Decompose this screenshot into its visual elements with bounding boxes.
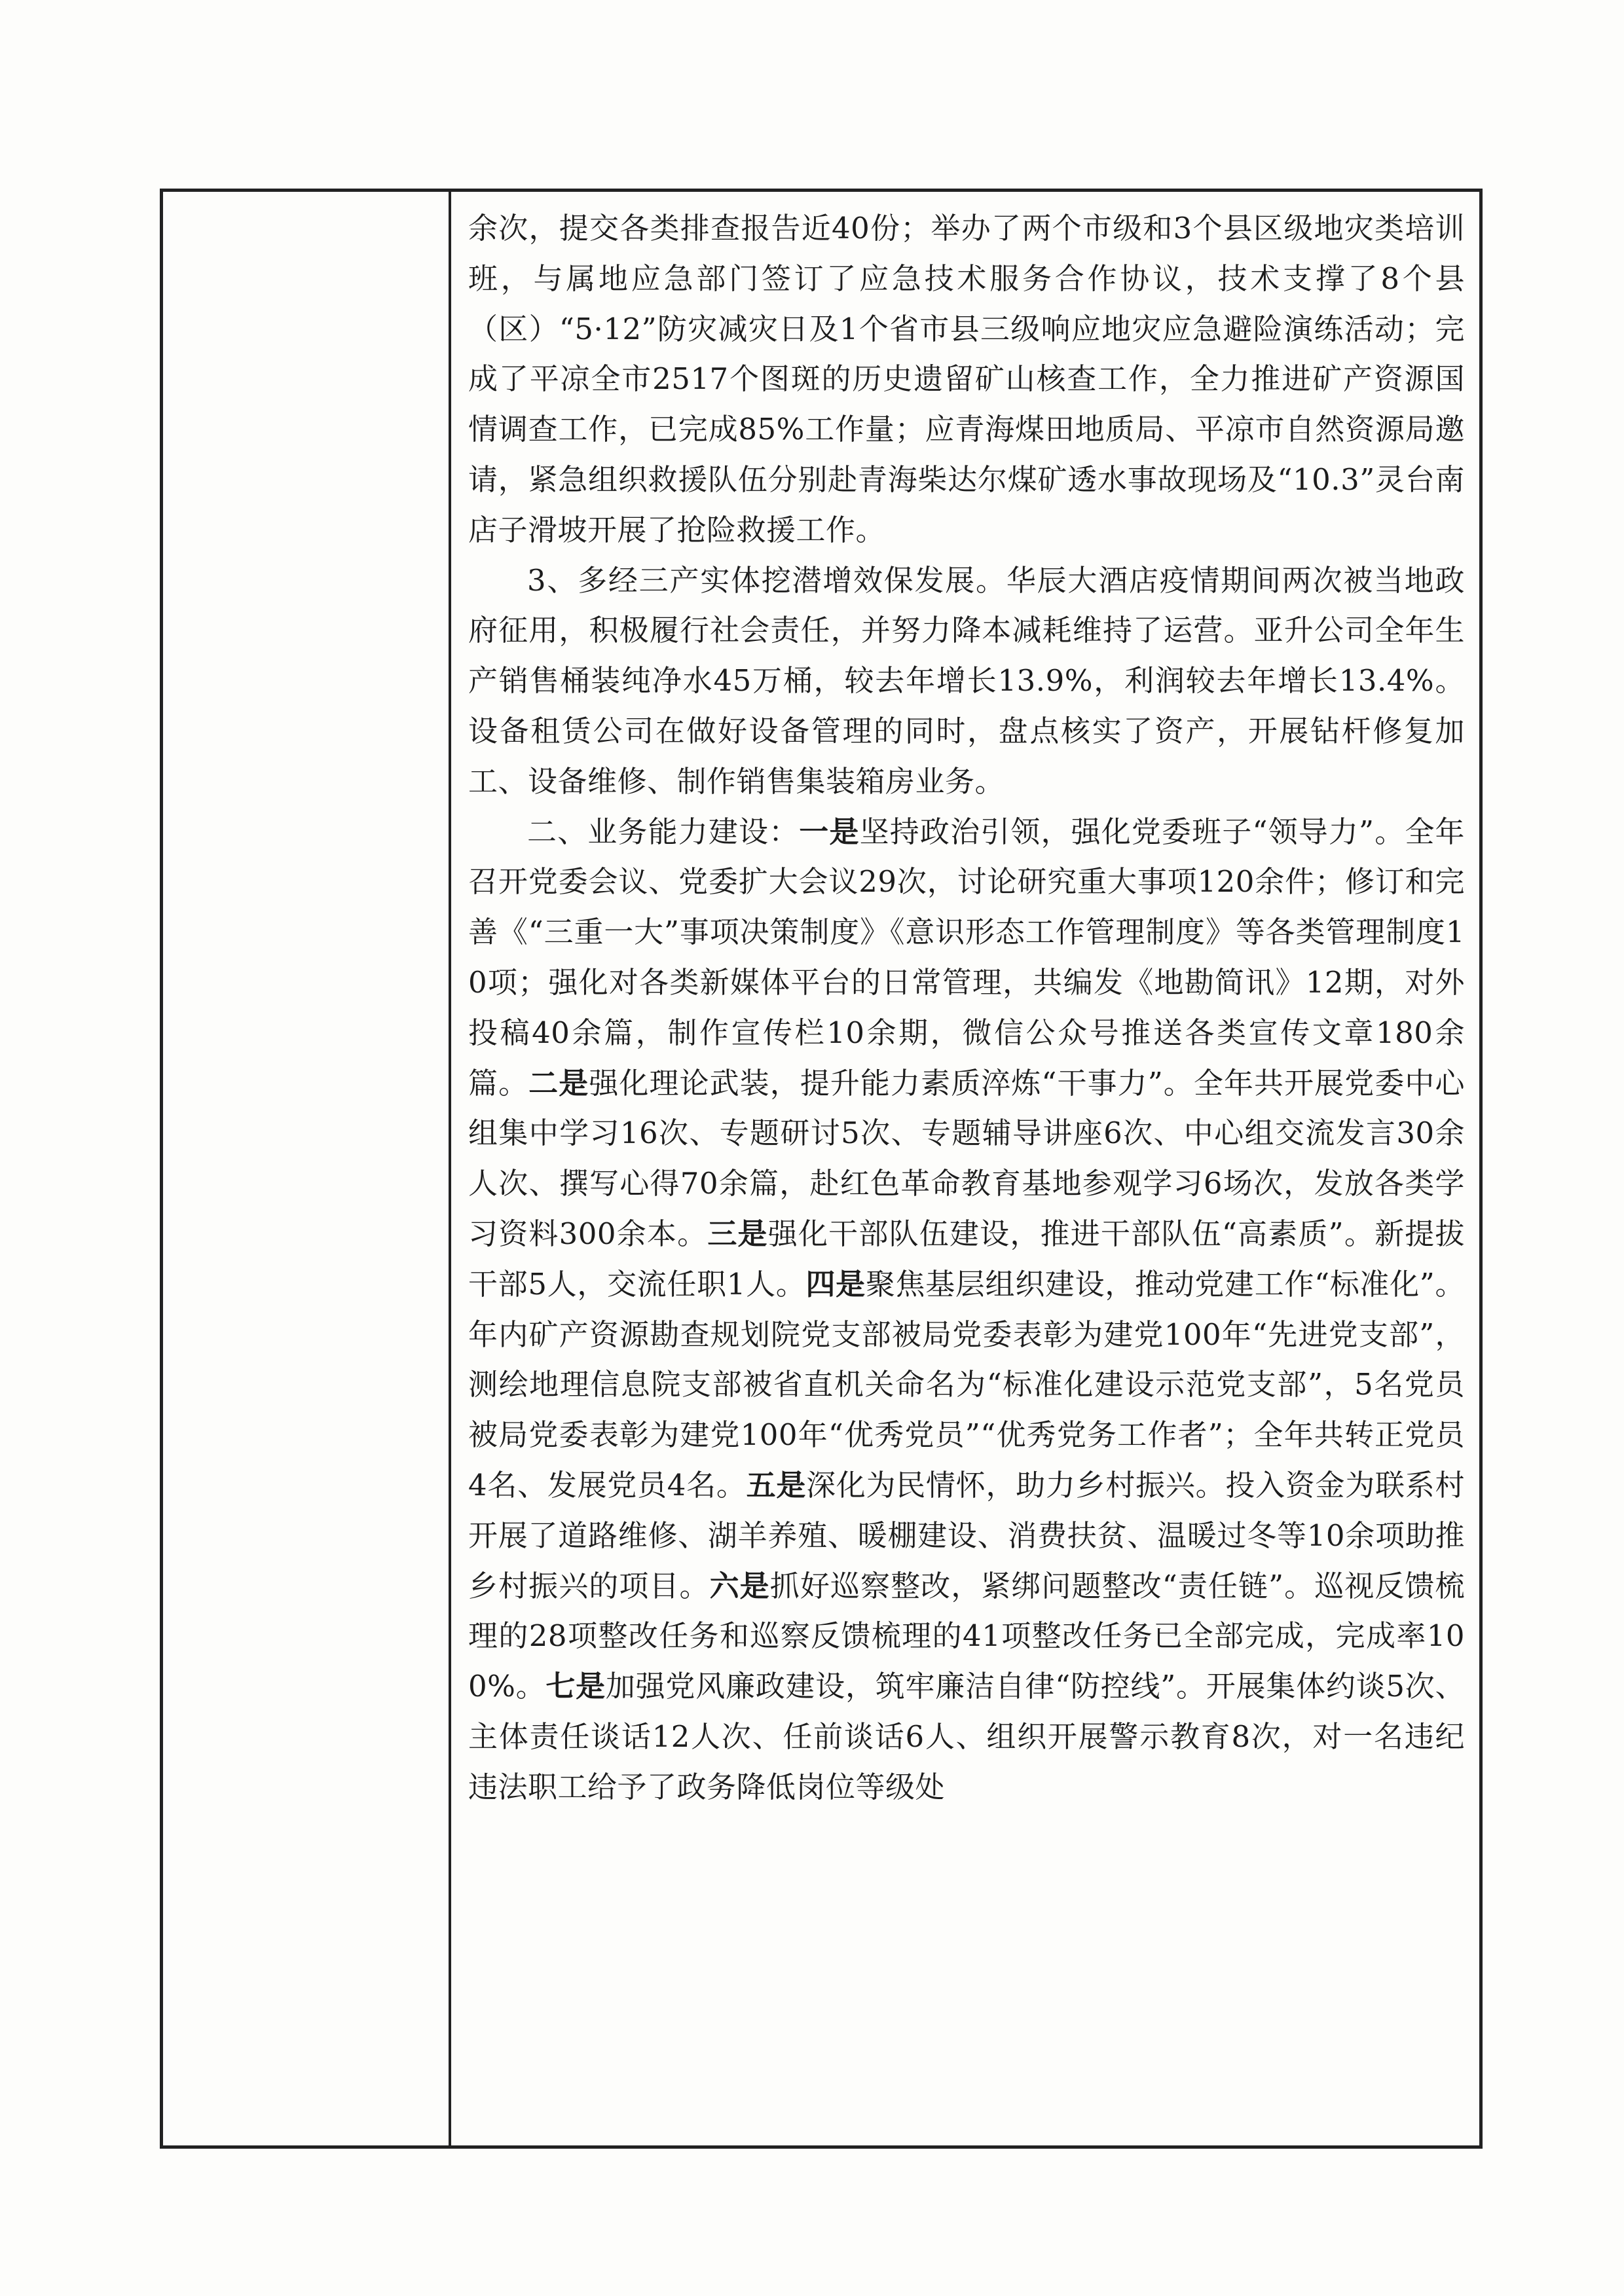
- point-7-label: 七是: [545, 1669, 606, 1704]
- point-7-text: 加强党风廉政建设，筑牢廉洁自律“防控线”。开展集体约谈5次、主体责任谈话12人次、任前谈话6人、组织开展警示教育8次，对一名违纪违法职工给予了政务降低岗位等级处: [468, 1669, 1465, 1804]
- point-1-label: 一是: [799, 814, 860, 849]
- point-4-label: 四是: [805, 1266, 866, 1302]
- point-5-text: 深化为民情怀，助力乡村振兴。投入资金为联系村开展了道路维修、湖羊养殖、暖棚建设、消费扶贫、温暖过冬等10余项助推乡村振兴的项目。: [468, 1467, 1465, 1603]
- point-3-text: 强化干部队伍建设，推进干部队伍“高素质”。新提拔干部5人，交流任职1人。: [468, 1216, 1465, 1302]
- point-1-text: 坚持政治引领，强化党委班子“领导力”。全年召开党委会议、党委扩大会议29次，讨论研究重大事项120余件；修订和完善《“三重一大”事项决策制度》《意识形态工作管理制度》等各类管理制度10项；强化对各类新媒体平台的日常管理，共编发《地勘简讯》12期，对外投稿40余篇，制作宣传栏10余期，微信公众号推送各类宣传文章180余篇。: [468, 814, 1465, 1101]
- point-4-text: 聚焦基层组织建设，推动党建工作“标准化”。年内矿产资源勘查规划院党支部被局党委表彰为建党100年“先进党支部”，测绘地理信息院支部被省直机关命名为“标准化建设示范党支部”，5名党员被局党委表彰为建党100年“优秀党员”“优秀党务工作者”；全年共转正党员4名、发展党员4名。: [468, 1266, 1465, 1503]
- paragraph-2-text: 3、多经三产实体挖潜增效保发展。华辰大酒店疫情期间两次被当地政府征用，积极履行社会责任，并努力降本减耗维持了运营。亚升公司全年生产销售桶装纯净水45万桶，较去年增长13.9%，利润较去年增长13.4%。设备租赁公司在做好设备管理的同时，盘点核实了资产，开展钻杆修复加工、设备维修、制作销售集装箱房业务。: [468, 562, 1465, 799]
- form-table: [160, 189, 1483, 2149]
- point-2-text: 强化理论武装，提升能力素质淬炼“干事力”。全年共开展党委中心组集中学习16次、专题研讨5次、专题辅导讲座6次、中心组交流发言30余人次、撰写心得70余篇，赴红色革命教育基地参观学习6场次，发放各类学习资料300余本。: [468, 1065, 1465, 1251]
- point-3-label: 三是: [707, 1216, 768, 1251]
- point-5-label: 五是: [746, 1467, 807, 1503]
- point-6-text: 抓好巡察整改，紧绑问题整改“责任链”。巡视反馈梳理的28项整改任务和巡察反馈梳理的41项整改任务已全部完成，完成率100%。: [468, 1568, 1465, 1704]
- table-left-column: [163, 192, 451, 2145]
- paragraph-2: [468, 556, 1465, 807]
- point-2-label: 二是: [528, 1065, 589, 1101]
- section-heading-text: 二、业务能力建设：: [527, 814, 800, 849]
- paragraph-3: [468, 807, 1465, 1813]
- point-6-label: 六是: [709, 1568, 770, 1603]
- paragraph-1-text: 余次，提交各类排查报告近40份；举办了两个市级和3个县区级地灾类培训班，与属地应急部门签订了应急技术服务合作协议，技术支撑了8个县（区）“5·12”防灾减灾日及1个省市县三级响应地灾应急避险演练活动；完成了平凉全市2517个图斑的历史遗留矿山核查工作，全力推进矿产资源国情调查工作，已完成85%工作量；应青海煤田地质局、平凉市自然资源局邀请，紧急组织救援队伍分别赴青海柴达尔煤矿透水事故现场及“10.3”灵台南店子滑坡开展了抢险救援工作。: [468, 211, 1465, 547]
- paragraph-1: [468, 204, 1465, 556]
- table-content-cell: [454, 192, 1479, 2145]
